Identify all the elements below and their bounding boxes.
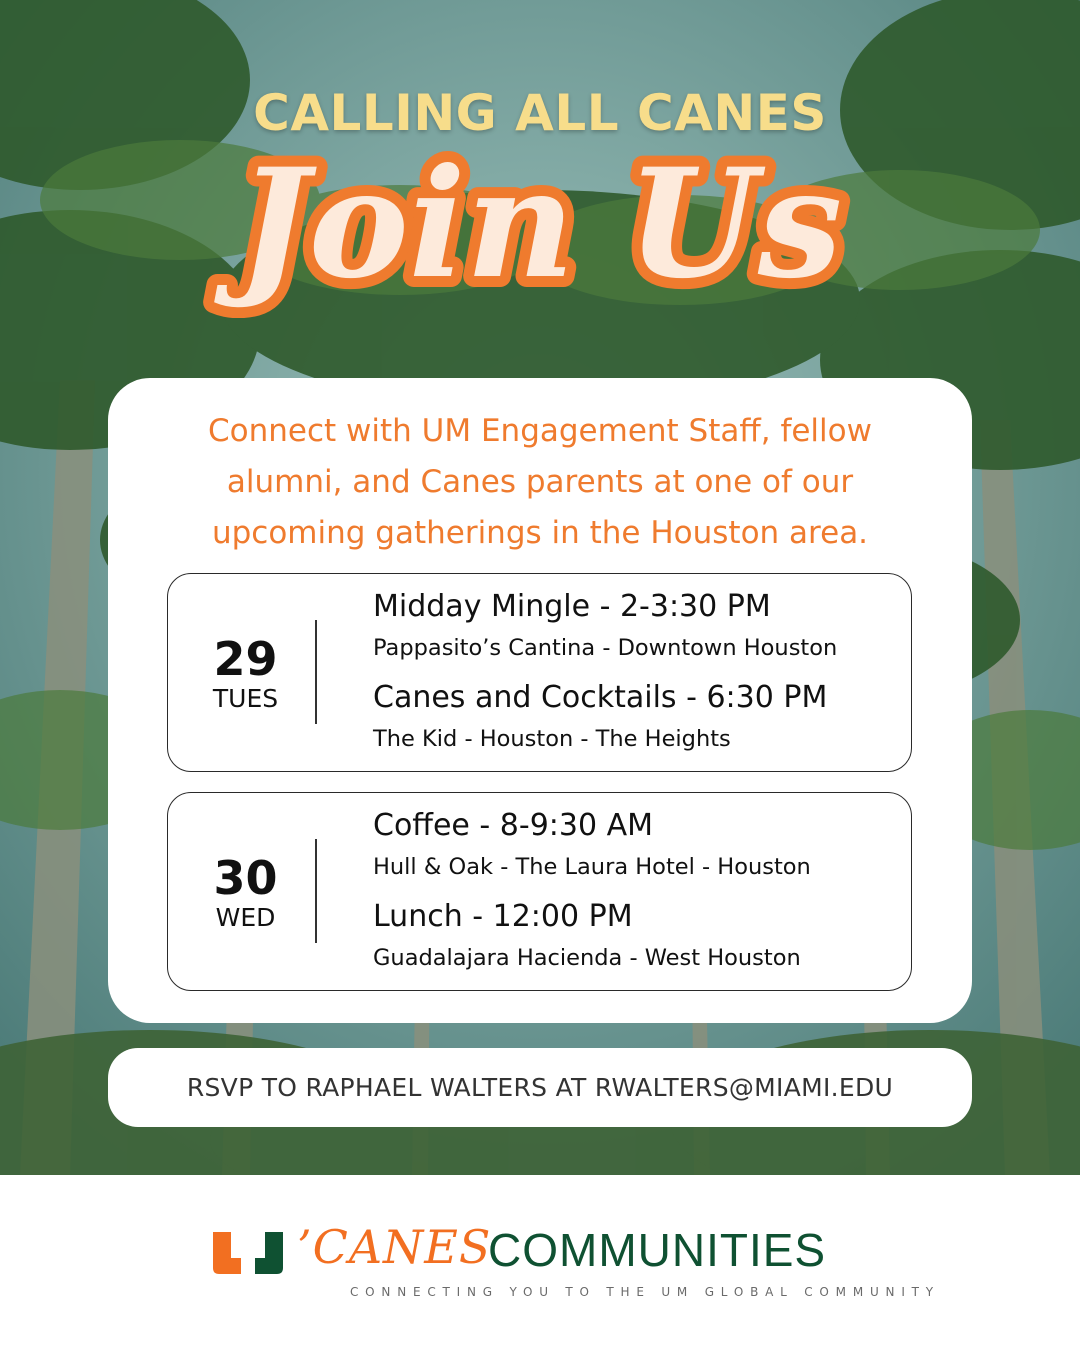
event-location: The Kid - Houston - The Heights bbox=[373, 726, 731, 752]
event-location: Hull & Oak - The Laura Hotel - Houston bbox=[373, 854, 811, 880]
footer-logo bbox=[0, 1175, 1080, 1350]
date-weekday: WED bbox=[215, 903, 276, 932]
date-number: 30 bbox=[213, 851, 278, 905]
rsvp-text: RSVP TO RAPHAEL WALTERS AT RWALTERS@MIAMI.EDU bbox=[186, 1073, 894, 1102]
event-card bbox=[108, 378, 972, 1023]
um-u-logo-icon bbox=[213, 1232, 283, 1274]
logo-canes-text: ’CANES bbox=[297, 1220, 492, 1274]
event-title: Lunch - 12:00 PM bbox=[373, 899, 633, 934]
day-box bbox=[167, 792, 912, 991]
headline-text: Join Us bbox=[237, 138, 843, 312]
intro-text: Connect with UM Engagement Staff, fellow alumni, and Canes parents at one of our upcoming gatherings in the Houston area. bbox=[208, 413, 872, 551]
event-title: Midday Mingle - 2-3:30 PM bbox=[373, 589, 771, 624]
divider bbox=[315, 839, 317, 943]
divider bbox=[315, 620, 317, 724]
logo-tagline: CONNECTING YOU TO THE UM GLOBAL COMMUNITY bbox=[350, 1285, 940, 1299]
event-title: Canes and Cocktails - 6:30 PM bbox=[373, 680, 828, 715]
logo-communities-text: COMMUNITIES bbox=[488, 1224, 827, 1276]
date-number: 29 bbox=[213, 632, 278, 686]
day-box bbox=[167, 573, 912, 772]
rsvp-banner bbox=[108, 1048, 972, 1127]
headline bbox=[0, 138, 1080, 318]
kicker-heading: CALLING ALL CANES bbox=[253, 84, 827, 142]
event-location: Guadalajara Hacienda - West Houston bbox=[373, 945, 801, 971]
date-weekday: TUES bbox=[212, 684, 279, 713]
event-location: Pappasito’s Cantina - Downtown Houston bbox=[373, 635, 838, 661]
event-title: Coffee - 8-9:30 AM bbox=[373, 808, 654, 843]
